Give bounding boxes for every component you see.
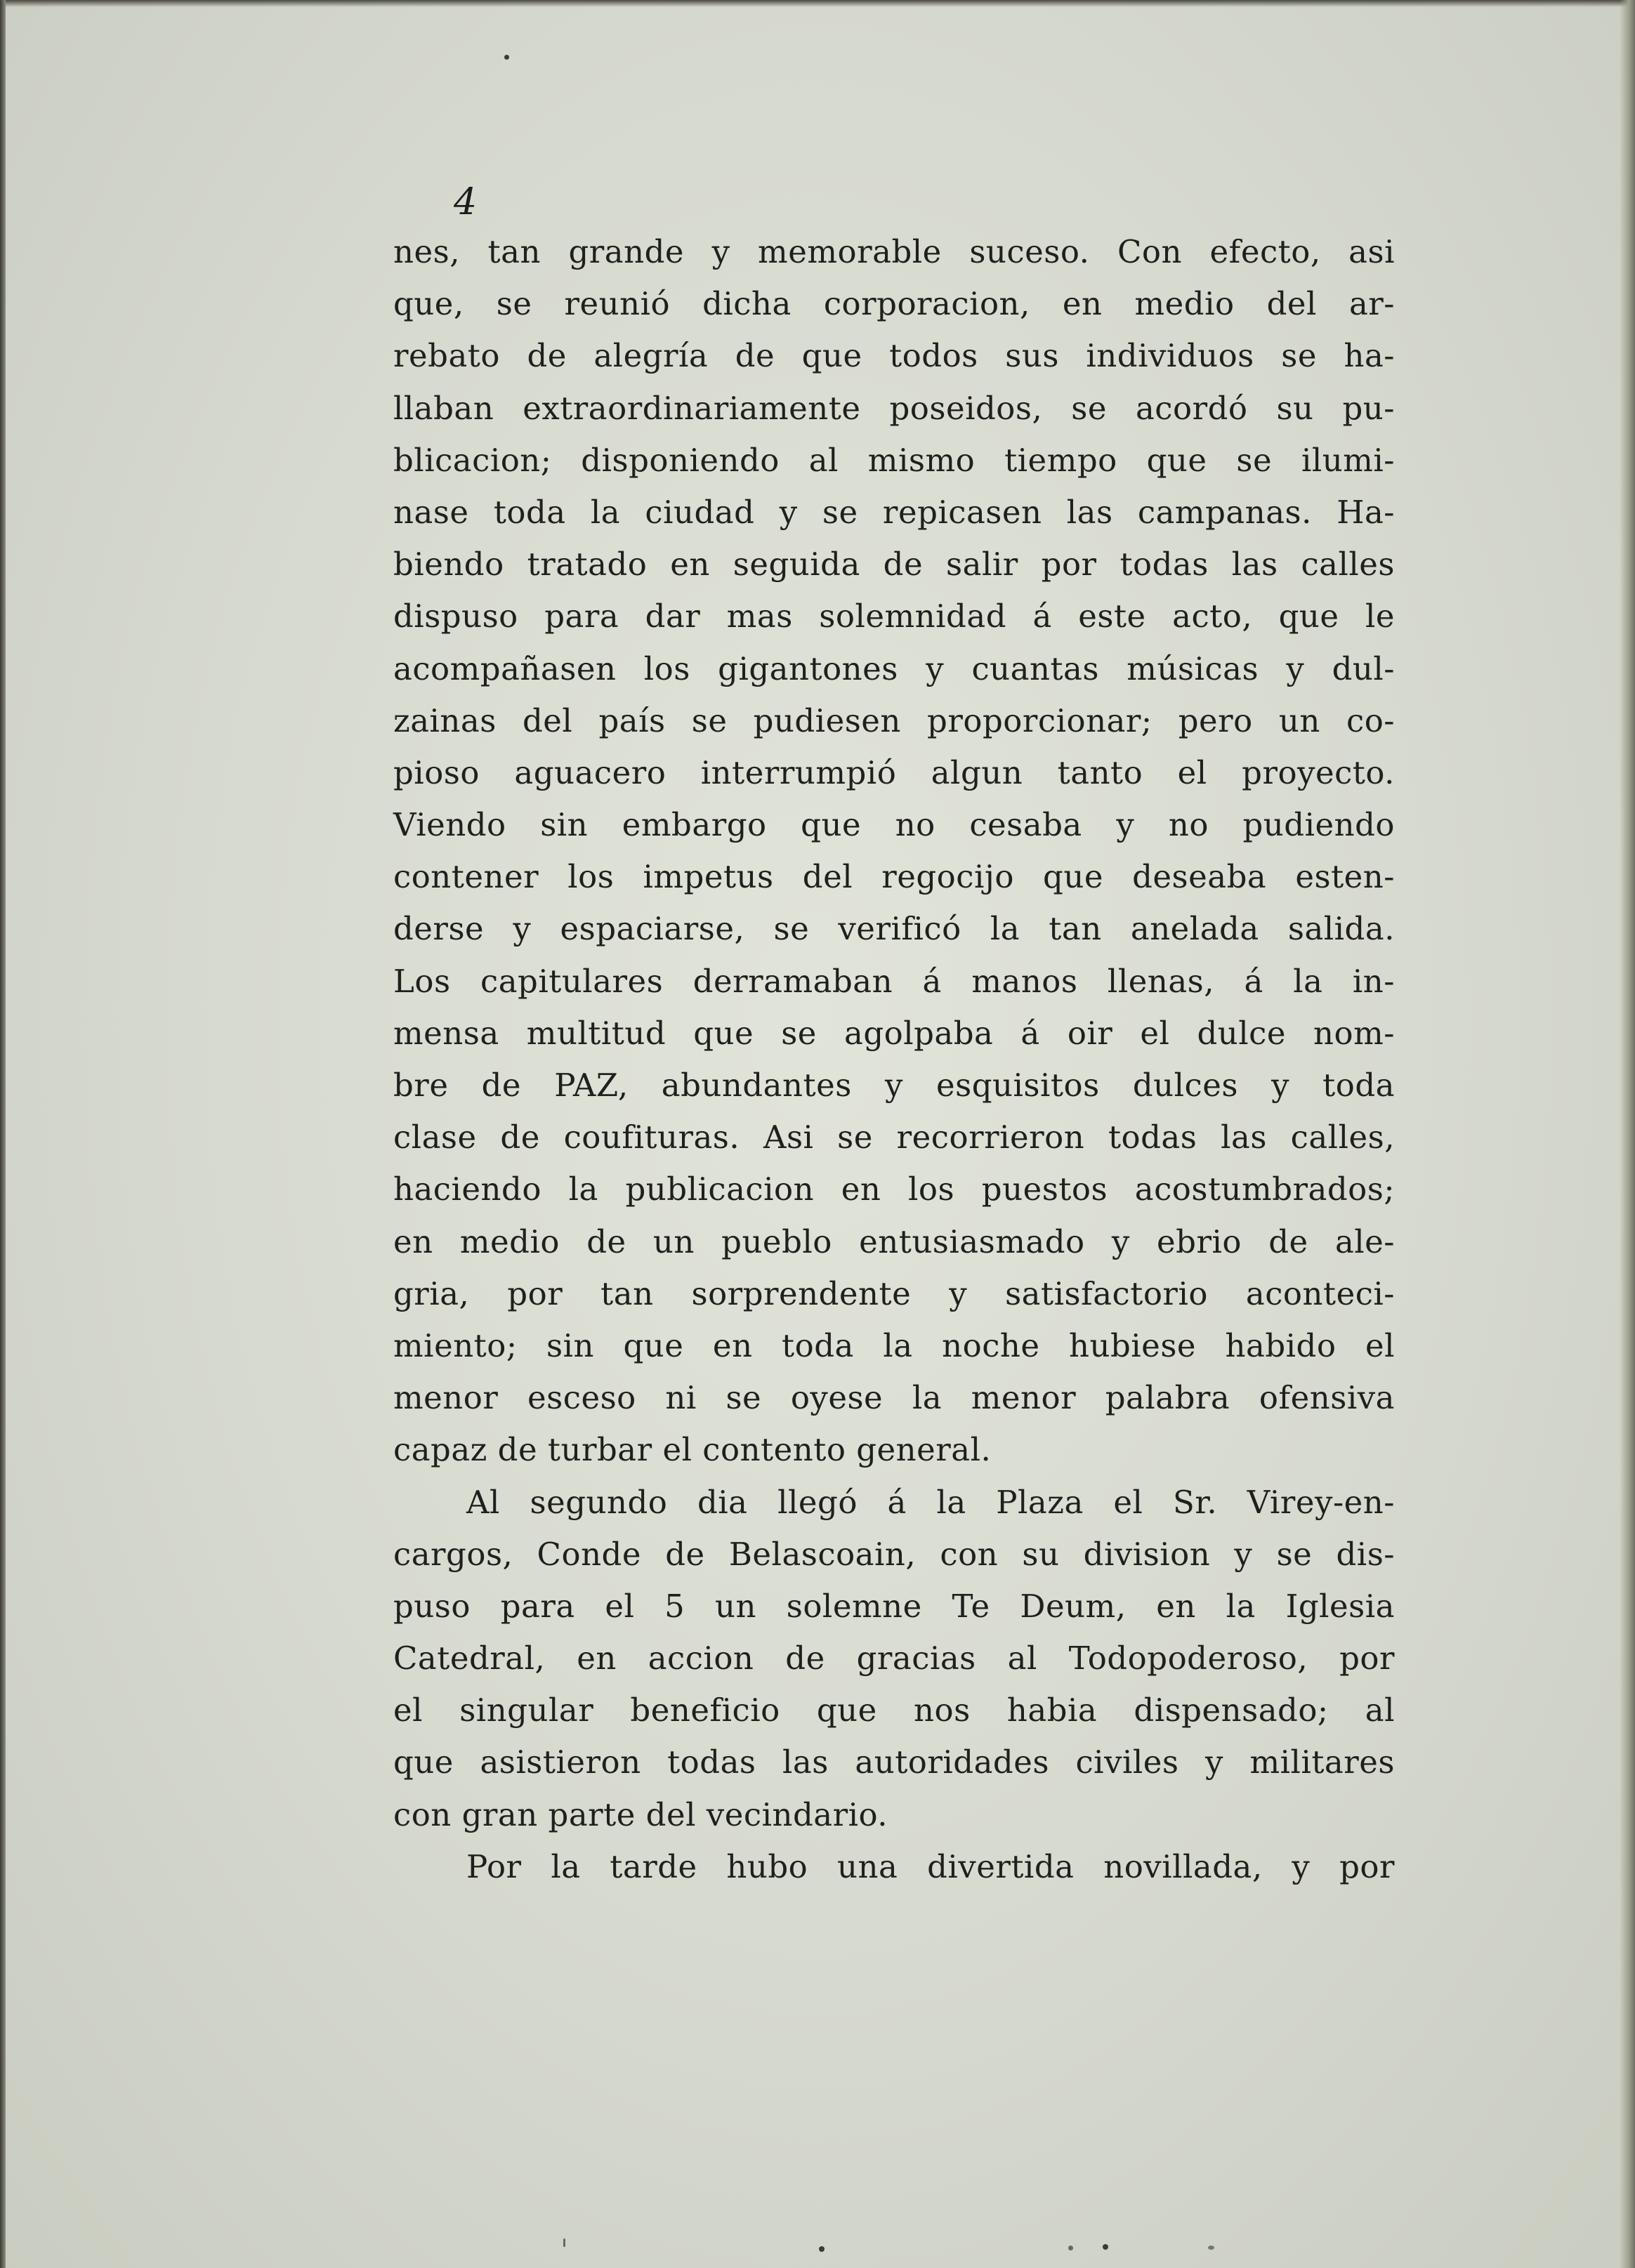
text-line: el singular beneficio que nos habia dispensado; al xyxy=(393,1692,1395,1729)
text-line: miento; sin que en toda la noche hubiese habido el xyxy=(393,1326,1395,1364)
page-top-edge xyxy=(0,0,1635,7)
text-line: blicacion; disponiendo al mismo tiempo que se ilumi- xyxy=(393,441,1395,479)
text-line: contener los impetus del regocijo que deseaba esten- xyxy=(393,858,1395,896)
text-line: Al segundo dia llegó á la Plaza el Sr. Virey-en- xyxy=(466,1483,1395,1521)
text-line: Viendo sin embargo que no cesaba y no pudiendo xyxy=(393,806,1395,844)
text-line: derse y espaciarse, se verificó la tan anelada salida. xyxy=(393,910,1395,948)
text-line: pioso aguacero interrumpió algun tanto el proyecto. xyxy=(393,753,1395,791)
ink-speck xyxy=(819,2246,825,2252)
text-line: en medio de un pueblo entusiasmado y ebrio de ale- xyxy=(393,1222,1395,1260)
text-line: dispuso para dar mas solemnidad á este acto, que le xyxy=(393,598,1395,635)
text-line: clase de coufituras. Asi se recorrieron todas las calles, xyxy=(393,1119,1395,1156)
text-line: que asistieron todas las autoridades civiles y militares xyxy=(393,1743,1395,1781)
text-line: menor esceso ni se oyese la menor palabra ofensiva xyxy=(393,1379,1395,1417)
text-line: con gran parte del vecindario. xyxy=(393,1795,888,1833)
ink-speck xyxy=(1208,2246,1214,2250)
body-text xyxy=(393,226,1395,1893)
text-line: haciendo la publicacion en los puestos acostumbrados; xyxy=(393,1171,1395,1208)
text-line: llaban extraordinariamente poseidos, se acordó su pu- xyxy=(393,389,1395,427)
text-line: zainas del país se pudiesen proporcionar; pero un co- xyxy=(393,701,1395,739)
ink-speck xyxy=(563,2239,565,2247)
text-line: que, se reunió dicha corporacion, en medio del ar- xyxy=(393,285,1395,323)
text-line: gria, por tan sorprendente y satisfactorio aconteci- xyxy=(393,1274,1395,1312)
text-line: Por la tarde hubo una divertida novillada, y por xyxy=(466,1847,1395,1885)
page-left-edge xyxy=(0,0,6,2268)
text-line: mensa multitud que se agolpaba á oir el dulce nom- xyxy=(393,1014,1395,1052)
page-right-edge xyxy=(1620,0,1635,2268)
text-line: cargos, Conde de Belascoain, con su division y se dis- xyxy=(393,1535,1395,1573)
text-line: biendo tratado en seguida de salir por todas las calles xyxy=(393,546,1395,584)
text-line: capaz de turbar el contento general. xyxy=(393,1431,992,1469)
ink-speck xyxy=(504,55,509,60)
text-line: nes, tan grande y memorable suceso. Con efecto, asi xyxy=(393,233,1395,270)
text-line: Catedral, en accion de gracias al Todopoderoso, por xyxy=(393,1640,1395,1677)
text-line: bre de PAZ, abundantes y esquisitos dulces y toda xyxy=(393,1067,1395,1104)
text-line: nase toda la ciudad y se repicasen las campanas. Ha- xyxy=(393,493,1395,531)
text-line: rebato de alegría de que todos sus individuos se ha- xyxy=(393,337,1395,375)
text-line: puso para el 5 un solemne Te Deum, en la Iglesia xyxy=(393,1587,1395,1625)
text-line: acompañasen los gigantones y cuantas músicas y dul- xyxy=(393,650,1395,687)
text-line: Los capitulares derramaban á manos llenas, á la in- xyxy=(393,962,1395,1000)
page-number: 4 xyxy=(454,181,478,223)
ink-speck xyxy=(1103,2244,1108,2250)
ink-speck xyxy=(1068,2246,1073,2250)
